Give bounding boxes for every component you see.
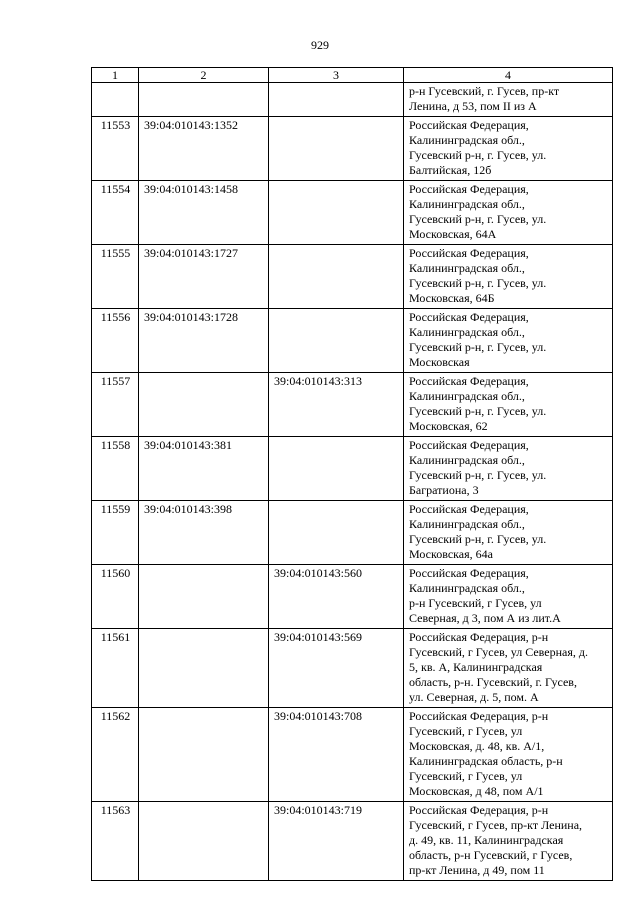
table-body xyxy=(92,83,613,881)
cadastral-number-cell: 39:04:010143:1728 xyxy=(139,309,269,373)
row-number-cell: 11554 xyxy=(92,181,139,245)
address-cell xyxy=(404,117,613,181)
row-number-cell: 11555 xyxy=(92,245,139,309)
address-cell xyxy=(404,629,613,708)
address-line: р-н Гусевский, г Гусев, ул xyxy=(409,596,542,610)
table-row xyxy=(92,437,613,501)
building-number-cell: 39:04:010143:719 xyxy=(269,802,404,881)
cadastral-number-cell: 39:04:010143:1727 xyxy=(139,245,269,309)
address-line: Калининградская обл., xyxy=(409,197,525,211)
address-line: Российская Федерация, р-н xyxy=(409,630,549,644)
row-number-cell: 11559 xyxy=(92,501,139,565)
address-line: Багратиона, 3 xyxy=(409,483,479,497)
address-cell xyxy=(404,373,613,437)
address-line: Ленина, д 53, пом II из А xyxy=(409,99,537,113)
address-cell xyxy=(404,802,613,881)
address-line: Гусевский, г Гусев, ул xyxy=(409,724,523,738)
address-line: Московская, 62 xyxy=(409,419,488,433)
table-row xyxy=(92,83,613,117)
building-number-cell xyxy=(269,501,404,565)
address-line: Гусевский, г Гусев, ул Северная, д. xyxy=(409,645,588,659)
row-number-cell xyxy=(92,83,139,117)
cadastral-number-cell xyxy=(139,565,269,629)
column-header: 4 xyxy=(404,68,613,83)
table-row xyxy=(92,309,613,373)
table-row xyxy=(92,708,613,802)
address-line: Российская Федерация, xyxy=(409,438,529,452)
cadastral-number-cell: 39:04:010143:398 xyxy=(139,501,269,565)
registry-table xyxy=(91,67,613,881)
row-number-cell: 11561 xyxy=(92,629,139,708)
table-row xyxy=(92,565,613,629)
address-line: Российская Федерация, xyxy=(409,182,529,196)
address-cell xyxy=(404,83,613,117)
address-line: Балтийская, 12б xyxy=(409,163,492,177)
address-line: Калининградская область, р-н xyxy=(409,754,563,768)
address-line: Российская Федерация, р-н xyxy=(409,803,549,817)
cadastral-number-cell xyxy=(139,373,269,437)
table-row xyxy=(92,117,613,181)
address-line: Калининградская обл., xyxy=(409,517,525,531)
cadastral-number-cell xyxy=(139,83,269,117)
building-number-cell: 39:04:010143:560 xyxy=(269,565,404,629)
table-row xyxy=(92,802,613,881)
address-line: Российская Федерация, xyxy=(409,246,529,260)
address-cell xyxy=(404,309,613,373)
cadastral-number-cell xyxy=(139,629,269,708)
address-line: область, р-н Гусевский, г Гусев, xyxy=(409,848,573,862)
row-number-cell: 11562 xyxy=(92,708,139,802)
page-number: 929 xyxy=(311,38,329,52)
building-number-cell xyxy=(269,117,404,181)
row-number-cell: 11553 xyxy=(92,117,139,181)
address-line: Московская, 64Б xyxy=(409,291,495,305)
address-line: Гусевский р-н, г. Гусев, ул. xyxy=(409,212,547,226)
building-number-cell xyxy=(269,437,404,501)
address-cell xyxy=(404,181,613,245)
building-number-cell xyxy=(269,245,404,309)
table-row xyxy=(92,501,613,565)
address-line: Российская Федерация, xyxy=(409,374,529,388)
building-number-cell: 39:04:010143:569 xyxy=(269,629,404,708)
row-number-cell: 11558 xyxy=(92,437,139,501)
building-number-cell: 39:04:010143:708 xyxy=(269,708,404,802)
address-cell xyxy=(404,245,613,309)
address-line: ул. Северная, д. 5, пом. А xyxy=(409,690,539,704)
table-header-row xyxy=(92,68,613,83)
address-line: Калининградская обл., xyxy=(409,261,525,275)
address-line: область, р-н. Гусевский, г. Гусев, xyxy=(409,675,577,689)
table-row xyxy=(92,373,613,437)
building-number-cell xyxy=(269,83,404,117)
row-number-cell: 11563 xyxy=(92,802,139,881)
column-header: 2 xyxy=(139,68,269,83)
address-line: Московская, 64а xyxy=(409,547,493,561)
address-line: Российская Федерация, xyxy=(409,118,529,132)
address-cell xyxy=(404,708,613,802)
building-number-cell: 39:04:010143:313 xyxy=(269,373,404,437)
address-line: Московская, д. 48, кв. А/1, xyxy=(409,739,545,753)
address-line: Московская, 64А xyxy=(409,227,497,241)
address-cell xyxy=(404,565,613,629)
row-number-cell: 11557 xyxy=(92,373,139,437)
row-number-cell: 11560 xyxy=(92,565,139,629)
column-header: 1 xyxy=(92,68,139,83)
address-line: Гусевский р-н, г. Гусев, ул. xyxy=(409,340,547,354)
address-line: Калининградская обл., xyxy=(409,325,525,339)
cadastral-number-cell: 39:04:010143:381 xyxy=(139,437,269,501)
address-line: Гусевский р-н, г. Гусев, ул. xyxy=(409,532,547,546)
address-line: Гусевский р-н, г. Гусев, ул. xyxy=(409,276,547,290)
cadastral-number-cell xyxy=(139,802,269,881)
address-line: Московская, д 48, пом А/1 xyxy=(409,784,544,798)
table-row xyxy=(92,245,613,309)
address-cell xyxy=(404,437,613,501)
table-row xyxy=(92,181,613,245)
address-line: Гусевский р-н, г. Гусев, ул. xyxy=(409,404,547,418)
table-row xyxy=(92,629,613,708)
cadastral-number-cell xyxy=(139,708,269,802)
address-line: р-н Гусевский, г. Гусев, пр-кт xyxy=(409,84,560,98)
address-line: Российская Федерация, xyxy=(409,566,529,580)
cadastral-number-cell: 39:04:010143:1352 xyxy=(139,117,269,181)
address-line: пр-кт Ленина, д 49, пом 11 xyxy=(409,863,545,877)
address-line: Российская Федерация, xyxy=(409,502,529,516)
address-line: Калининградская обл., xyxy=(409,133,525,147)
address-line: Российская Федерация, xyxy=(409,310,529,324)
address-line: Московская xyxy=(409,355,470,369)
column-header: 3 xyxy=(269,68,404,83)
address-line: Калининградская обл., xyxy=(409,389,525,403)
address-line: Гусевский, г Гусев, ул xyxy=(409,769,523,783)
address-line: Гусевский, г Гусев, пр-кт Ленина, xyxy=(409,818,583,832)
row-number-cell: 11556 xyxy=(92,309,139,373)
building-number-cell xyxy=(269,309,404,373)
address-line: Российская Федерация, р-н xyxy=(409,709,549,723)
address-line: Калининградская обл., xyxy=(409,453,525,467)
building-number-cell xyxy=(269,181,404,245)
cadastral-number-cell: 39:04:010143:1458 xyxy=(139,181,269,245)
address-line: Калининградская обл., xyxy=(409,581,525,595)
address-cell xyxy=(404,501,613,565)
address-line: Гусевский р-н, г. Гусев, ул. xyxy=(409,148,547,162)
address-line: Северная, д 3, пом А из лит.А xyxy=(409,611,561,625)
address-line: 5, кв. А, Калининградская xyxy=(409,660,543,674)
address-line: д. 49, кв. 11, Калининградская xyxy=(409,833,564,847)
address-line: Гусевский р-н, г. Гусев, ул. xyxy=(409,468,547,482)
